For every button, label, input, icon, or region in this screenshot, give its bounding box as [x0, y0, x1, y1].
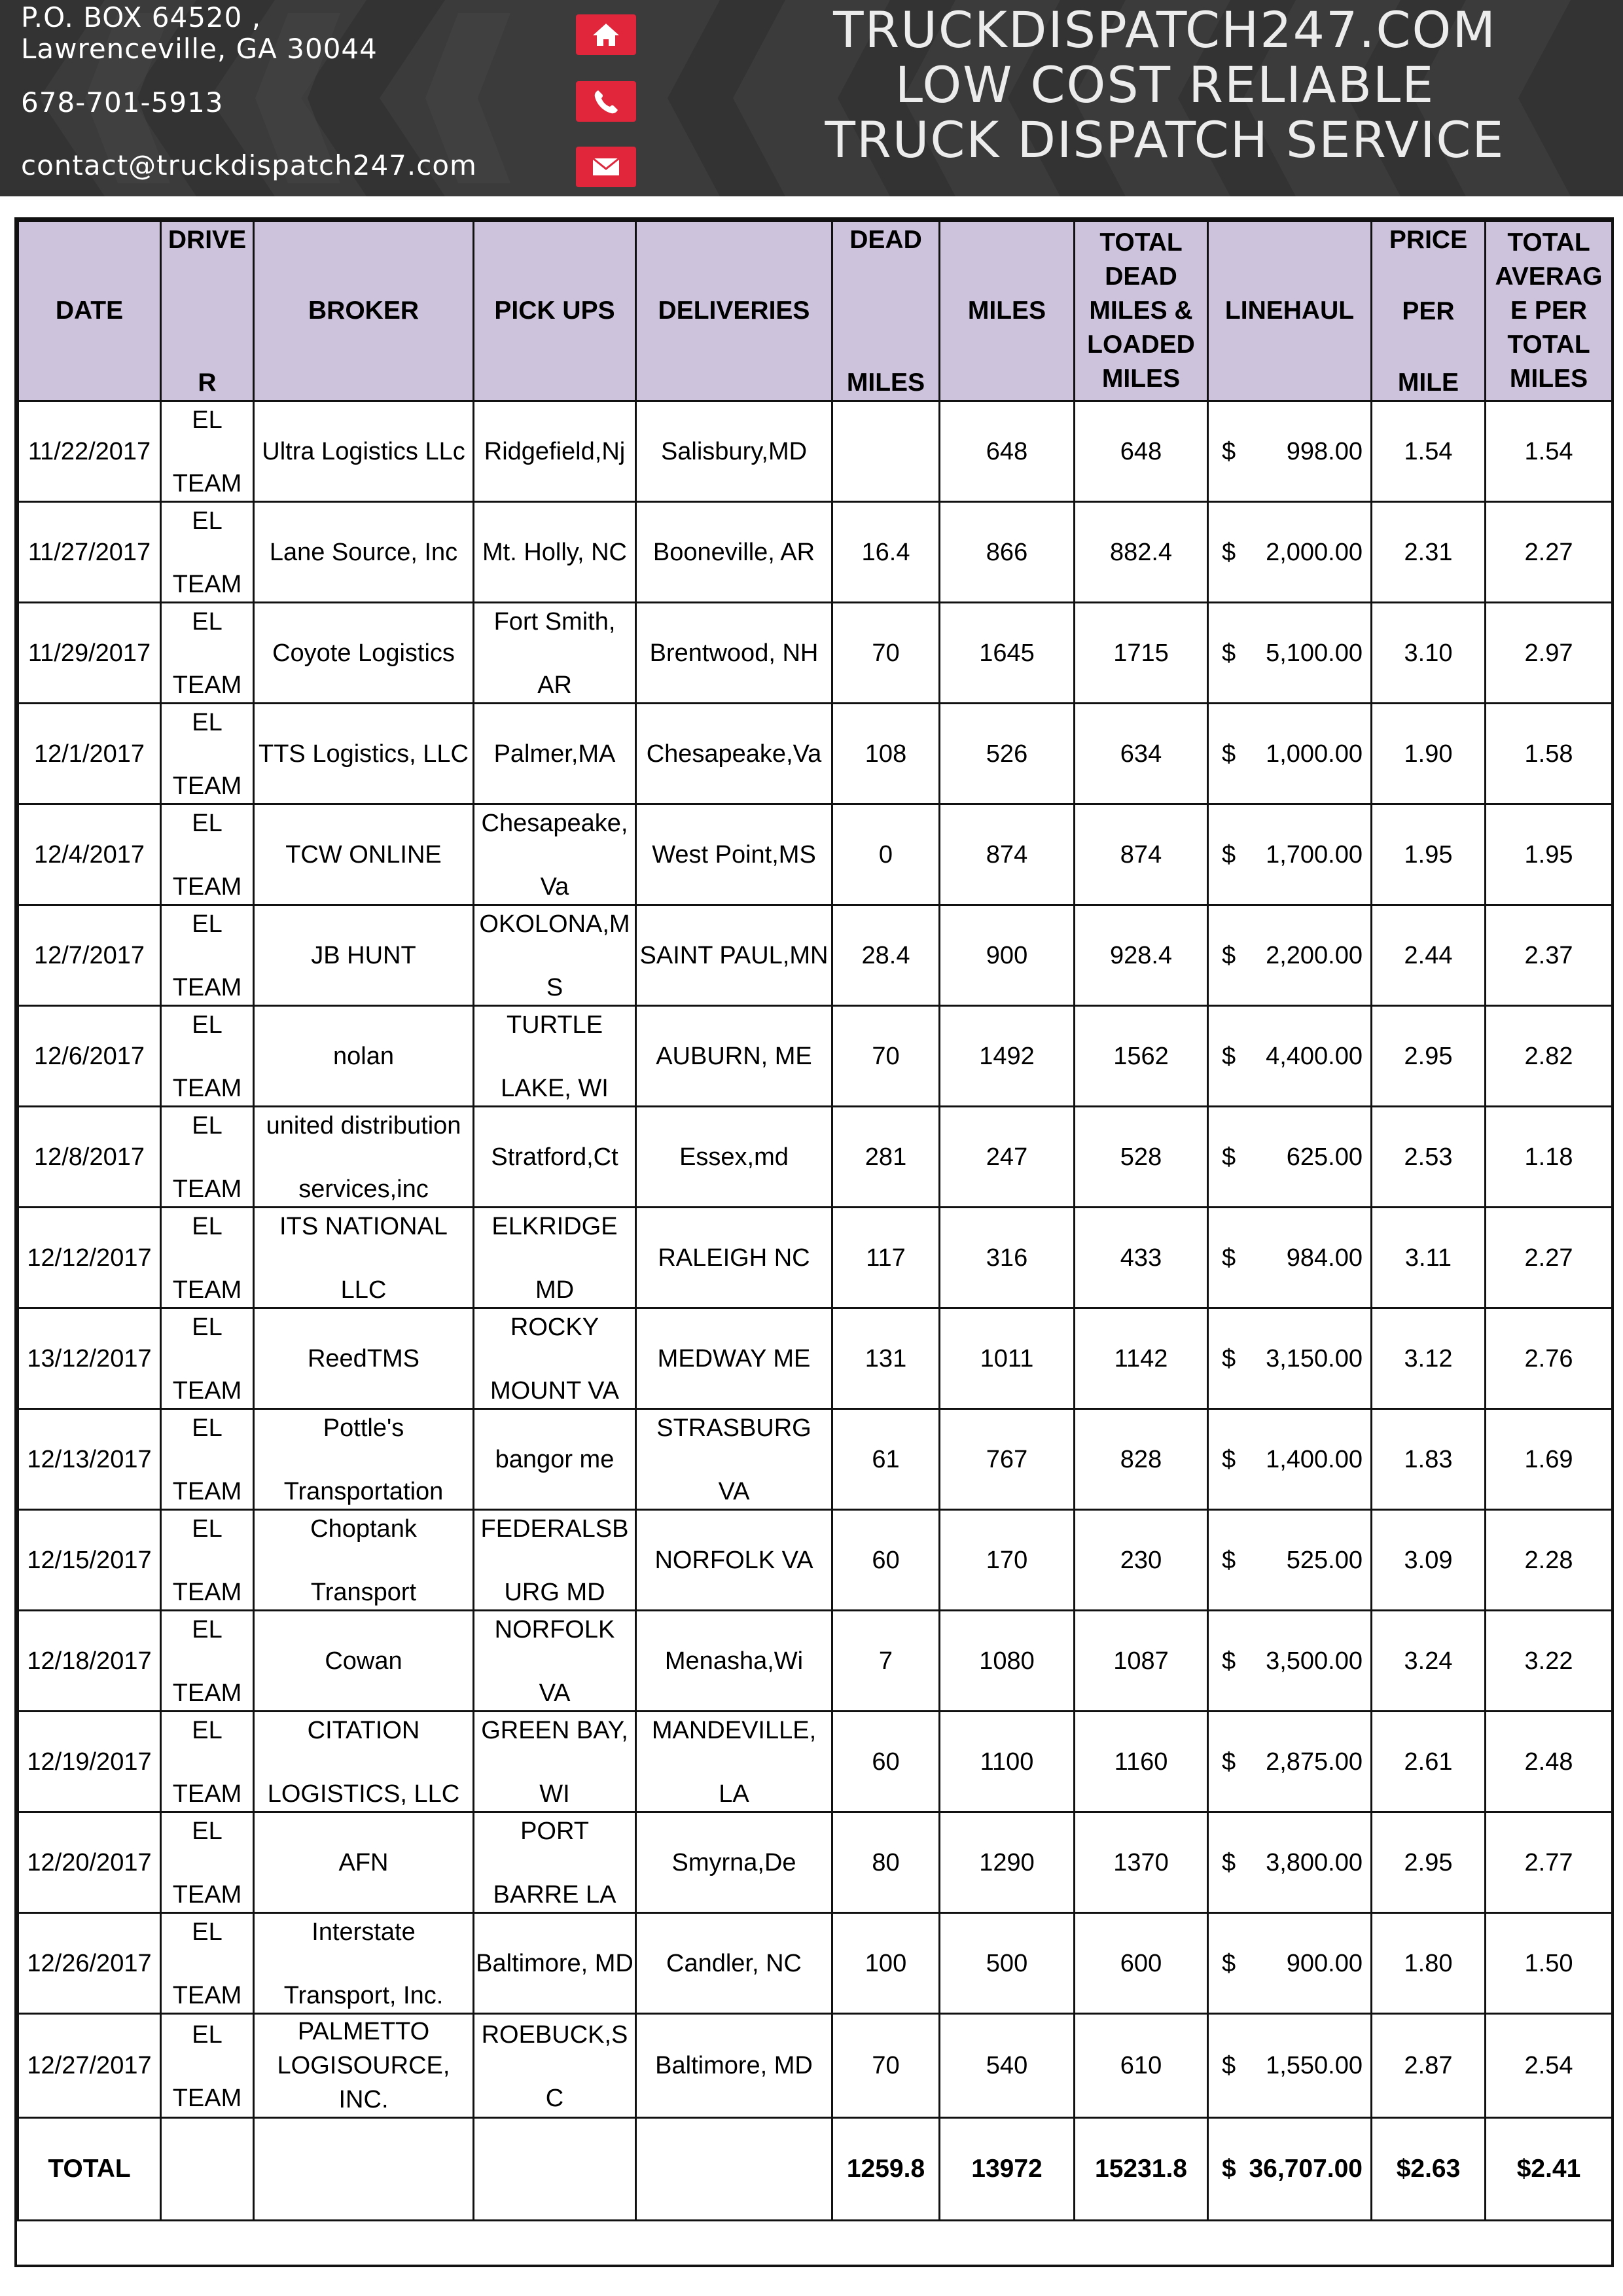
phone-icon — [589, 86, 623, 117]
table-row — [18, 1409, 1613, 1510]
mail-icon — [589, 152, 623, 182]
row-linehaul: $ 4,400.00 — [1208, 1006, 1372, 1107]
row-miles: 900 — [940, 905, 1075, 1006]
row-pickup: ROCKY MOUNT VA — [474, 1308, 636, 1409]
row-linehaul: $ 1,700.00 — [1208, 804, 1372, 905]
row-average-per-mile: 2.28 — [1486, 1510, 1613, 1611]
row-dead-miles: 70 — [832, 2014, 940, 2118]
row-price-per-mile: 2.87 — [1372, 2014, 1486, 2118]
table-row — [18, 603, 1613, 704]
row-broker: Cowan — [254, 1611, 474, 1712]
row-date: 12/6/2017 — [18, 1006, 161, 1107]
table-row — [18, 1107, 1613, 1208]
row-total-miles: 928.4 — [1075, 905, 1208, 1006]
row-delivery: Candler, NC — [636, 1913, 832, 2014]
col-broker: BROKER — [254, 221, 474, 401]
row-price-per-mile: 2.31 — [1372, 502, 1486, 603]
row-driver: EL TEAM — [161, 704, 254, 804]
row-driver: EL TEAM — [161, 1308, 254, 1409]
row-price-per-mile: 3.24 — [1372, 1611, 1486, 1712]
tagline-line-1: LOW COST RELIABLE — [895, 56, 1435, 114]
row-broker: CITATION LOGISTICS, LLC — [254, 1712, 474, 1812]
row-miles: 500 — [940, 1913, 1075, 2014]
row-price-per-mile: 1.90 — [1372, 704, 1486, 804]
row-linehaul: $ 2,200.00 — [1208, 905, 1372, 1006]
row-date: 12/26/2017 — [18, 1913, 161, 2014]
row-linehaul: $ 998.00 — [1208, 401, 1372, 502]
row-total-miles: 1562 — [1075, 1006, 1208, 1107]
phone-number[interactable]: 678-701-5913 — [21, 86, 224, 118]
row-pickup: Stratford,Ct — [474, 1107, 636, 1208]
totals-miles: 13972 — [940, 2118, 1075, 2221]
row-pickup: Chesapeake, Va — [474, 804, 636, 905]
site-name: TRUCKDISPATCH247.COM — [833, 1, 1497, 59]
col-average-per-mile: TOTAL AVERAG E PER TOTAL MILES — [1486, 221, 1613, 401]
table-row — [18, 804, 1613, 905]
row-broker: Coyote Logistics — [254, 603, 474, 704]
row-delivery: AUBURN, ME — [636, 1006, 832, 1107]
row-delivery: Essex,md — [636, 1107, 832, 1208]
row-dead-miles: 0 — [832, 804, 940, 905]
row-price-per-mile: 1.80 — [1372, 1913, 1486, 2014]
row-dead-miles: 80 — [832, 1812, 940, 1913]
row-broker: AFN — [254, 1812, 474, 1913]
row-dead-miles: 117 — [832, 1208, 940, 1308]
row-average-per-mile: 1.18 — [1486, 1107, 1613, 1208]
row-date: 11/22/2017 — [18, 401, 161, 502]
row-price-per-mile: 3.12 — [1372, 1308, 1486, 1409]
row-average-per-mile: 2.48 — [1486, 1712, 1613, 1812]
row-dead-miles: 131 — [832, 1308, 940, 1409]
row-driver: EL TEAM — [161, 905, 254, 1006]
row-broker: Lane Source, Inc — [254, 502, 474, 603]
row-delivery: Salisbury,MD — [636, 401, 832, 502]
row-average-per-mile: 2.97 — [1486, 603, 1613, 704]
row-linehaul: $ 2,000.00 — [1208, 502, 1372, 603]
row-miles: 247 — [940, 1107, 1075, 1208]
row-driver: EL TEAM — [161, 1208, 254, 1308]
row-pickup: FEDERALSB URG MD — [474, 1510, 636, 1611]
home-icon — [589, 20, 623, 50]
row-miles: 1080 — [940, 1611, 1075, 1712]
row-miles: 540 — [940, 2014, 1075, 2118]
totals-broker — [254, 2118, 474, 2221]
row-date: 12/15/2017 — [18, 1510, 161, 1611]
table-body — [18, 401, 1613, 2118]
row-price-per-mile: 2.44 — [1372, 905, 1486, 1006]
row-dead-miles: 70 — [832, 1006, 940, 1107]
row-delivery: NORFOLK VA — [636, 1510, 832, 1611]
row-driver: EL TEAM — [161, 502, 254, 603]
table-frame — [14, 217, 1614, 2267]
row-delivery: West Point,MS — [636, 804, 832, 905]
email-address[interactable]: contact@truckdispatch247.com — [21, 149, 477, 181]
row-linehaul: $ 3,500.00 — [1208, 1611, 1372, 1712]
col-deliveries: DELIVERIES — [636, 221, 832, 401]
row-average-per-mile: 2.54 — [1486, 2014, 1613, 2118]
row-price-per-mile: 1.95 — [1372, 804, 1486, 905]
row-driver: EL TEAM — [161, 1107, 254, 1208]
row-pickup: Ridgefield,Nj — [474, 401, 636, 502]
row-linehaul: $ 1,000.00 — [1208, 704, 1372, 804]
table-row — [18, 1208, 1613, 1308]
row-broker: Pottle's Transportation — [254, 1409, 474, 1510]
table-row — [18, 1611, 1613, 1712]
row-miles: 1645 — [940, 603, 1075, 704]
row-price-per-mile: 2.95 — [1372, 1812, 1486, 1913]
tagline-line-2: TRUCK DISPATCH SERVICE — [825, 111, 1505, 169]
row-driver: EL TEAM — [161, 1510, 254, 1611]
phone-icon-button[interactable] — [576, 81, 636, 122]
row-average-per-mile: 2.27 — [1486, 502, 1613, 603]
table-row — [18, 704, 1613, 804]
row-driver: EL TEAM — [161, 1913, 254, 2014]
row-total-miles: 600 — [1075, 1913, 1208, 2014]
row-miles: 874 — [940, 804, 1075, 905]
table-row — [18, 1812, 1613, 1913]
totals-deliveries — [636, 2118, 832, 2221]
table-row — [18, 1308, 1613, 1409]
row-miles: 767 — [940, 1409, 1075, 1510]
row-total-miles: 1160 — [1075, 1712, 1208, 1812]
row-dead-miles: 70 — [832, 603, 940, 704]
row-total-miles: 230 — [1075, 1510, 1208, 1611]
totals-average-per-mile: $2.41 — [1486, 2118, 1613, 2221]
row-delivery: SAINT PAUL,MN — [636, 905, 832, 1006]
row-broker: PALMETTO LOGISOURCE, INC. — [254, 2014, 474, 2118]
row-broker: Interstate Transport, Inc. — [254, 1913, 474, 2014]
row-delivery: STRASBURG VA — [636, 1409, 832, 1510]
row-broker: Ultra Logistics LLc — [254, 401, 474, 502]
col-dead-miles: DEAD MILES — [832, 221, 940, 401]
row-driver: EL TEAM — [161, 401, 254, 502]
row-total-miles: 828 — [1075, 1409, 1208, 1510]
row-broker: ReedTMS — [254, 1308, 474, 1409]
row-date: 11/29/2017 — [18, 603, 161, 704]
row-linehaul: $ 900.00 — [1208, 1913, 1372, 2014]
row-average-per-mile: 2.82 — [1486, 1006, 1613, 1107]
row-broker: ITS NATIONAL LLC — [254, 1208, 474, 1308]
row-dead-miles: 281 — [832, 1107, 940, 1208]
row-average-per-mile: 1.69 — [1486, 1409, 1613, 1510]
row-dead-miles: 61 — [832, 1409, 940, 1510]
totals-pickups — [474, 2118, 636, 2221]
row-pickup: Palmer,MA — [474, 704, 636, 804]
row-delivery: Smyrna,De — [636, 1812, 832, 1913]
totals-linehaul: $ 36,707.00 — [1208, 2118, 1372, 2221]
row-pickup: NORFOLK VA — [474, 1611, 636, 1712]
row-miles: 1100 — [940, 1712, 1075, 1812]
row-dead-miles: 108 — [832, 704, 940, 804]
row-date: 12/4/2017 — [18, 804, 161, 905]
row-linehaul: $ 1,550.00 — [1208, 2014, 1372, 2118]
row-pickup: Mt. Holly, NC — [474, 502, 636, 603]
address-line-2: Lawrenceville, GA 30044 — [21, 33, 378, 65]
row-linehaul: $ 2,875.00 — [1208, 1712, 1372, 1812]
row-miles: 170 — [940, 1510, 1075, 1611]
totals-price-per-mile: $2.63 — [1372, 2118, 1486, 2221]
row-linehaul: $ 625.00 — [1208, 1107, 1372, 1208]
row-driver: EL TEAM — [161, 2014, 254, 2118]
row-total-miles: 648 — [1075, 401, 1208, 502]
row-miles: 866 — [940, 502, 1075, 603]
row-date: 12/20/2017 — [18, 1812, 161, 1913]
row-dead-miles — [832, 401, 940, 502]
row-total-miles: 1715 — [1075, 603, 1208, 704]
dispatch-table — [17, 220, 1613, 2221]
row-driver: EL TEAM — [161, 804, 254, 905]
row-driver: EL TEAM — [161, 1006, 254, 1107]
table-row — [18, 1006, 1613, 1107]
row-date: 12/18/2017 — [18, 1611, 161, 1712]
row-date: 11/27/2017 — [18, 502, 161, 603]
row-delivery: Baltimore, MD — [636, 2014, 832, 2118]
row-driver: EL TEAM — [161, 603, 254, 704]
col-driver: DRIVE R — [161, 221, 254, 401]
table-header-row — [18, 221, 1613, 401]
totals-total-miles: 15231.8 — [1075, 2118, 1208, 2221]
row-delivery: RALEIGH NC — [636, 1208, 832, 1308]
row-linehaul: $ 5,100.00 — [1208, 603, 1372, 704]
row-dead-miles: 60 — [832, 1712, 940, 1812]
row-dead-miles: 60 — [832, 1510, 940, 1611]
row-total-miles: 1370 — [1075, 1812, 1208, 1913]
col-linehaul: LINEHAUL — [1208, 221, 1372, 401]
row-pickup: GREEN BAY, WI — [474, 1712, 636, 1812]
table-row — [18, 1510, 1613, 1611]
row-broker: Choptank Transport — [254, 1510, 474, 1611]
row-total-miles: 528 — [1075, 1107, 1208, 1208]
col-price-per-mile: PRICE PER MILE — [1372, 221, 1486, 401]
row-date: 13/12/2017 — [18, 1308, 161, 1409]
row-pickup: OKOLONA,M S — [474, 905, 636, 1006]
row-total-miles: 1087 — [1075, 1611, 1208, 1712]
row-miles: 1492 — [940, 1006, 1075, 1107]
row-price-per-mile: 2.53 — [1372, 1107, 1486, 1208]
row-delivery: Chesapeake,Va — [636, 704, 832, 804]
row-miles: 1011 — [940, 1308, 1075, 1409]
row-price-per-mile: 1.54 — [1372, 401, 1486, 502]
row-linehaul: $ 1,400.00 — [1208, 1409, 1372, 1510]
address-line-1: P.O. BOX 64520 , — [21, 1, 262, 33]
row-date: 12/8/2017 — [18, 1107, 161, 1208]
row-average-per-mile: 3.22 — [1486, 1611, 1613, 1712]
row-total-miles: 634 — [1075, 704, 1208, 804]
row-driver: EL TEAM — [161, 1812, 254, 1913]
row-delivery: Booneville, AR — [636, 502, 832, 603]
row-price-per-mile: 3.11 — [1372, 1208, 1486, 1308]
row-date: 12/19/2017 — [18, 1712, 161, 1812]
row-delivery: MEDWAY ME — [636, 1308, 832, 1409]
table-row — [18, 401, 1613, 502]
row-date: 12/7/2017 — [18, 905, 161, 1006]
col-total-miles: TOTAL DEAD MILES & LOADED MILES — [1075, 221, 1208, 401]
row-pickup: bangor me — [474, 1409, 636, 1510]
row-pickup: TURTLE LAKE, WI — [474, 1006, 636, 1107]
row-dead-miles: 100 — [832, 1913, 940, 2014]
row-broker: TTS Logistics, LLC — [254, 704, 474, 804]
row-total-miles: 882.4 — [1075, 502, 1208, 603]
row-price-per-mile: 2.95 — [1372, 1006, 1486, 1107]
row-price-per-mile: 2.61 — [1372, 1712, 1486, 1812]
row-average-per-mile: 1.95 — [1486, 804, 1613, 905]
row-date: 12/27/2017 — [18, 2014, 161, 2118]
row-linehaul: $ 3,150.00 — [1208, 1308, 1372, 1409]
totals-driver — [161, 2118, 254, 2221]
row-date: 12/13/2017 — [18, 1409, 161, 1510]
row-pickup: Fort Smith, AR — [474, 603, 636, 704]
table-row — [18, 1913, 1613, 2014]
table-row — [18, 502, 1613, 603]
row-miles: 1290 — [940, 1812, 1075, 1913]
row-miles: 648 — [940, 401, 1075, 502]
row-delivery: MANDEVILLE, LA — [636, 1712, 832, 1812]
home-icon-button[interactable] — [576, 14, 636, 55]
row-average-per-mile: 2.77 — [1486, 1812, 1613, 1913]
row-delivery: Menasha,Wi — [636, 1611, 832, 1712]
row-average-per-mile: 2.27 — [1486, 1208, 1613, 1308]
col-miles: MILES — [940, 221, 1075, 401]
table-row — [18, 2014, 1613, 2118]
row-linehaul: $ 525.00 — [1208, 1510, 1372, 1611]
row-driver: EL TEAM — [161, 1611, 254, 1712]
mail-icon-button[interactable] — [576, 147, 636, 187]
row-driver: EL TEAM — [161, 1712, 254, 1812]
row-date: 12/12/2017 — [18, 1208, 161, 1308]
row-delivery: Brentwood, NH — [636, 603, 832, 704]
table-row — [18, 905, 1613, 1006]
totals-label: TOTAL — [18, 2118, 161, 2221]
totals-dead-miles: 1259.8 — [832, 2118, 940, 2221]
row-total-miles: 610 — [1075, 2014, 1208, 2118]
row-pickup: ROEBUCK,S C — [474, 2014, 636, 2118]
row-broker: TCW ONLINE — [254, 804, 474, 905]
row-total-miles: 1142 — [1075, 1308, 1208, 1409]
row-driver: EL TEAM — [161, 1409, 254, 1510]
row-linehaul: $ 984.00 — [1208, 1208, 1372, 1308]
row-average-per-mile: 2.37 — [1486, 905, 1613, 1006]
table-row — [18, 1712, 1613, 1812]
row-broker: united distribution services,inc — [254, 1107, 474, 1208]
row-dead-miles: 7 — [832, 1611, 940, 1712]
col-pickups: PICK UPS — [474, 221, 636, 401]
row-price-per-mile: 3.10 — [1372, 603, 1486, 704]
row-average-per-mile: 2.76 — [1486, 1308, 1613, 1409]
row-dead-miles: 16.4 — [832, 502, 940, 603]
row-broker: JB HUNT — [254, 905, 474, 1006]
row-average-per-mile: 1.50 — [1486, 1913, 1613, 2014]
row-price-per-mile: 1.83 — [1372, 1409, 1486, 1510]
row-linehaul: $ 3,800.00 — [1208, 1812, 1372, 1913]
totals-row — [18, 2118, 1613, 2221]
row-dead-miles: 28.4 — [832, 905, 940, 1006]
row-pickup: ELKRIDGE MD — [474, 1208, 636, 1308]
row-average-per-mile: 1.58 — [1486, 704, 1613, 804]
row-miles: 526 — [940, 704, 1075, 804]
row-total-miles: 874 — [1075, 804, 1208, 905]
row-miles: 316 — [940, 1208, 1075, 1308]
row-price-per-mile: 3.09 — [1372, 1510, 1486, 1611]
row-broker: nolan — [254, 1006, 474, 1107]
header-banner — [0, 0, 1623, 196]
row-average-per-mile: 1.54 — [1486, 401, 1613, 502]
row-date: 12/1/2017 — [18, 704, 161, 804]
row-pickup: Baltimore, MD — [474, 1913, 636, 2014]
col-date: DATE — [18, 221, 161, 401]
row-total-miles: 433 — [1075, 1208, 1208, 1308]
row-pickup: PORT BARRE LA — [474, 1812, 636, 1913]
